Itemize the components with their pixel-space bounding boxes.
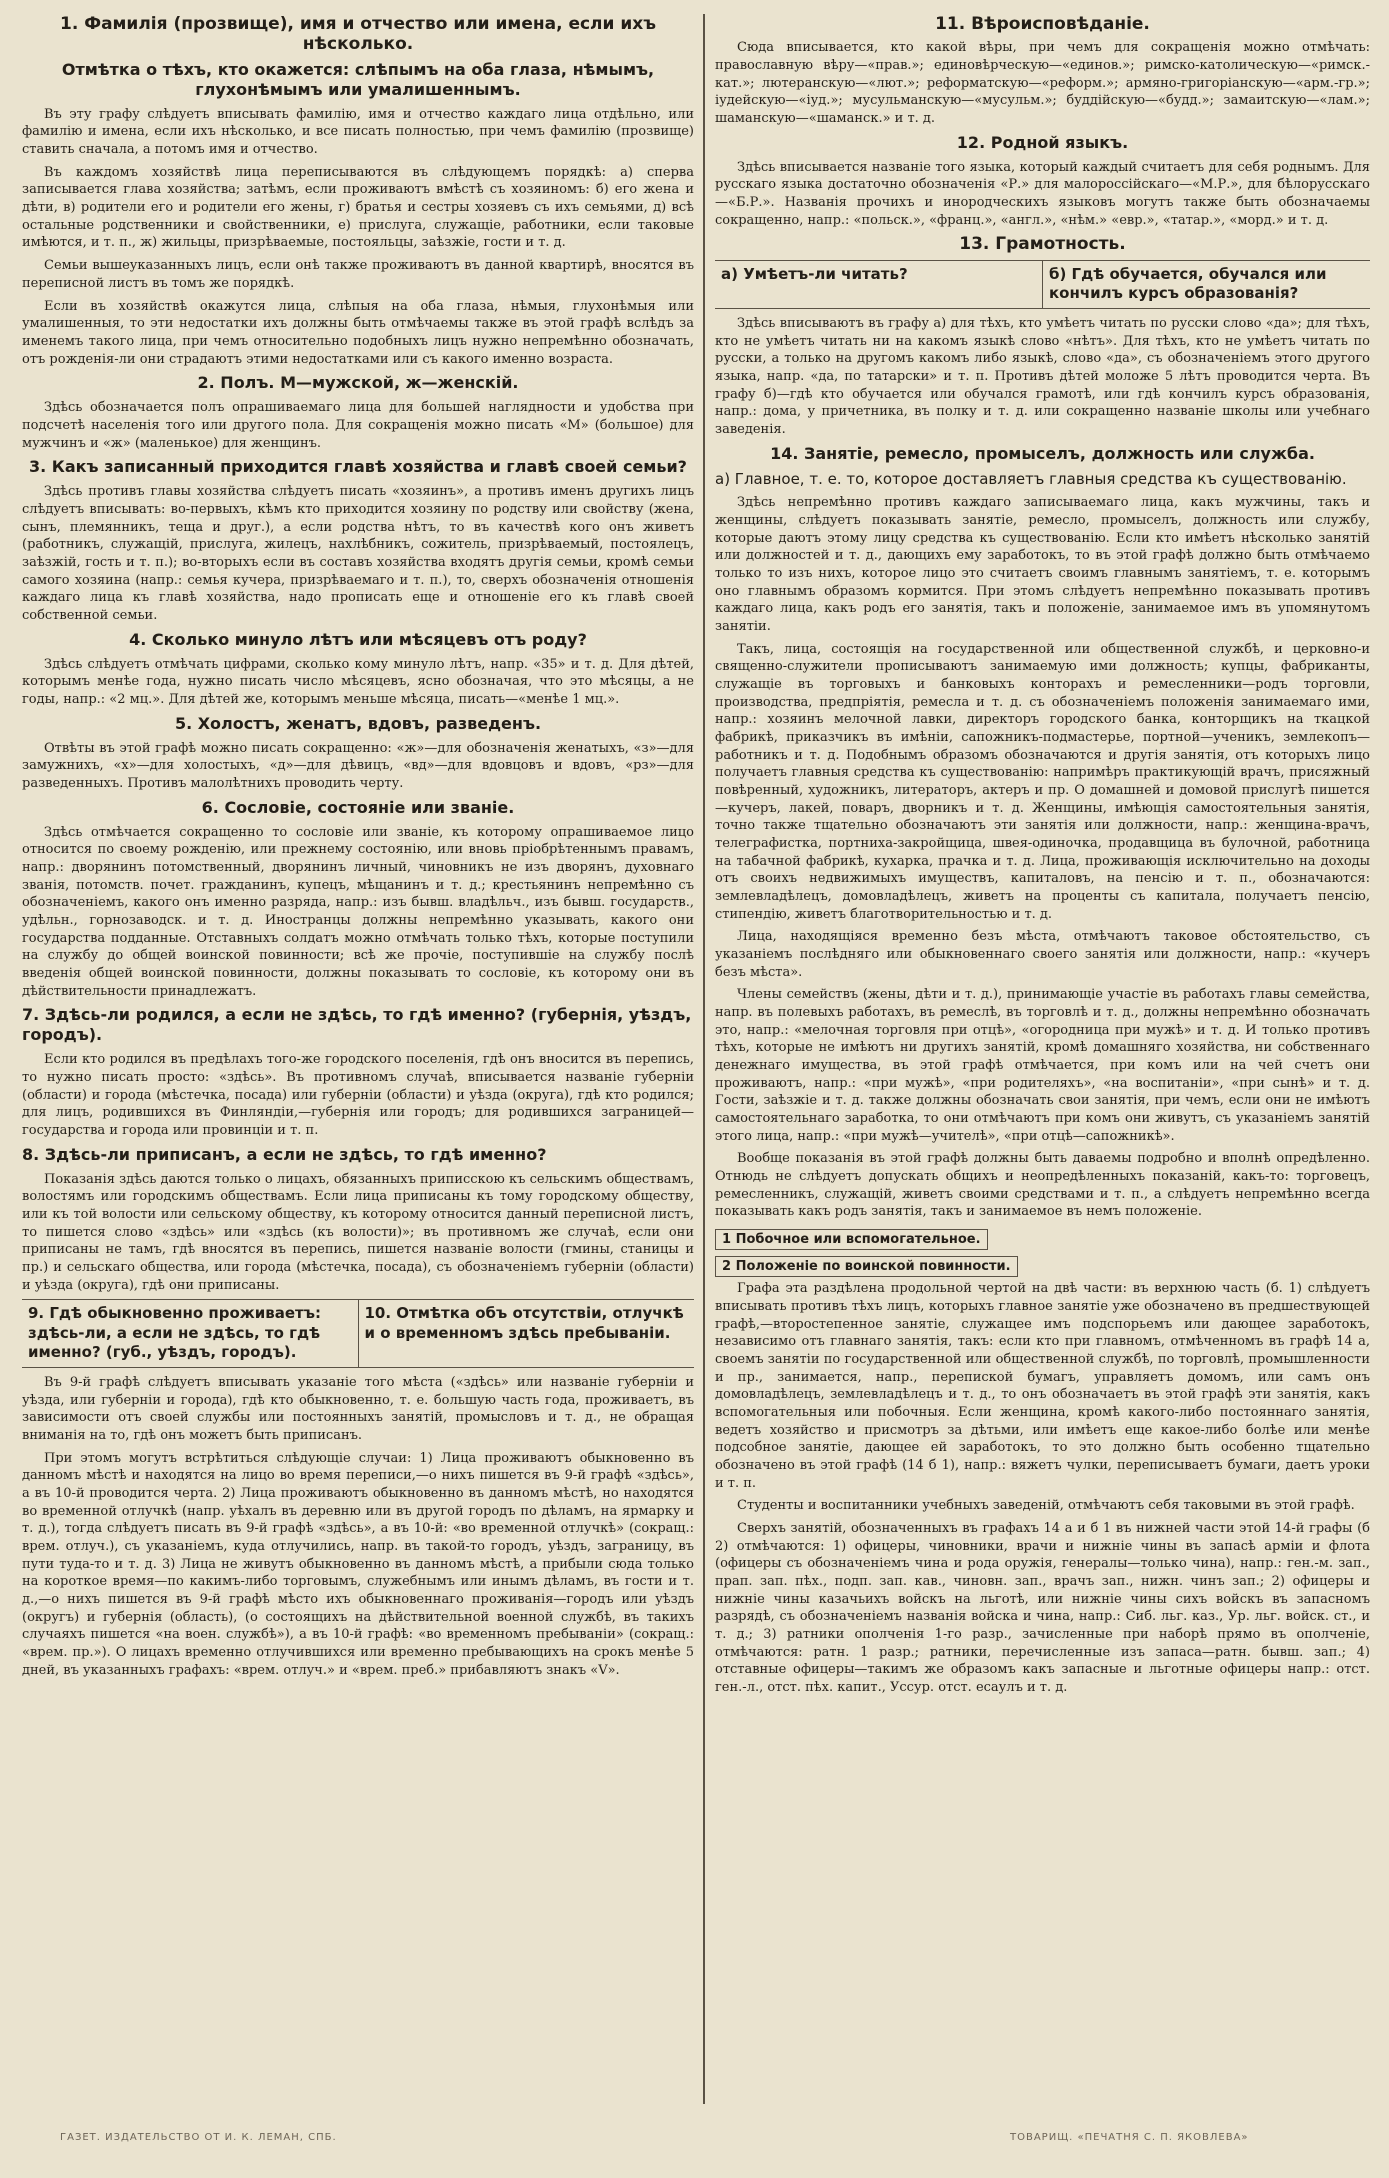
section-9-paragraph: При этомъ могутъ встрѣтиться слѣдующіе случаи: 1) Лица проживаютъ обыкновенно въ данномъ мѣстѣ и находятся на лицо во время переписи,—о нихъ пишется въ 9-й графѣ «здѣсь», а въ 10-й проводится черта. 2) Лица проживаютъ обыкновенно въ данномъ мѣстѣ, но находятся во временной отлучкѣ (напр. уѣхалъ въ деревню или въ другой городъ по дѣламъ, на ярмарку и т. д.), тогда слѣдуетъ писать въ 9-й графѣ «здѣсь», а въ 10-й: «во временной отлучкѣ» (сокращ.: врем. отлуч.), съ указаніемъ, куда отлучились, напр. въ такой-то городъ, уѣздъ, заграницу, въ пути туда-то и т. д. 3) Лица не живутъ обыкновенно въ данномъ мѣстѣ, а прибыли сюда только на короткое время—по какимъ-либо торговымъ, служебнымъ или инымъ дѣламъ, въ гости и т. д.,—о нихъ пишется въ 9-й графѣ мѣсто ихъ обыкновеннаго проживанія—городъ или уѣздъ (округъ) и губернія (область), (о состоящихъ на дѣйствительной военной службѣ, въ такихъ случаяхъ пишется «на воен. службѣ»), а въ 10-й графѣ: «во временномъ пребываніи» (сокращ.: «врем. пр.»). О лицахъ временно отлучившихся или временно пребывающихъ на срокъ менѣе 5 дней, въ указанныхъ графахъ: «врем. отлуч.» и «врем. преб.» прибавляютъ знакъ «V». <box>22 1450 694 1678</box>
section-14b-paragraph: Графа эта раздѣлена продольной чертой на двѣ части: въ верхнюю часть (б. 1) слѣдуетъ вписывать противъ тѣхъ лицъ, которыхъ главное занятіе уже обозначено въ предшествующей графѣ,—второстепенное занятіе, служащее имъ подспорьемъ или дающее заработокъ, независимо отъ главнаго занятія, такъ: если кто при главномъ, отмѣченномъ въ графѣ 14 а, своемъ занятіи по государственной или общественной службѣ, по торговлѣ, промышленности и пр., занимается, напр., перепиской бумагъ, управляетъ домомъ, или самъ онъ домовладѣлецъ, землевладѣлецъ и т. д., то онъ обозначаетъ въ этой графѣ эти занятія, какъ вспомогательныя или побочныя. Если женщина, кромѣ какого-либо постояннаго занятія, ведетъ хозяйство и присмотръ за дѣтьми, или имѣетъ еще какое-либо болѣе или менѣе подсобное занятіе, дающее ей заработокъ, то это должно быть особенно тщательно обозначено въ этой графѣ (14 б 1), напр.: вяжетъ чулки, переписываетъ бумаги, даетъ уроки и т. п. <box>715 1281 1370 1491</box>
section-13a-title: а) Умѣетъ-ли читать? <box>721 264 908 283</box>
section-12-paragraph: Здѣсь вписывается названіе того языка, который каждый считаетъ для себя роднымъ. Для русскаго языка достаточно обозначенія «Р.» для малороссійскаго—«М.Р.», для бѣлорусскаго—«Б.Р.». Названія прочихъ и инородческихъ языковъ могутъ также быть обозначаемы сокращенно, напр.: «польск.», «франц.», «англ.», «нѣм.» «евр.», «татар.», «морд.» и т. д. <box>715 159 1370 228</box>
section-11-paragraph: Сюда вписывается, кто какой вѣры, при чемъ для сокращенія можно отмѣчать: православную вѣру—«прав.»; единовѣрческую—«единов.»; римско-католическую—«римск.-кат.»; лютеранскую—«лют.»; реформатскую—«реформ.»; армяно-григорiанскую—«арм.-гр.»; іудейскую—«іуд.»; мусульманскую—«мусульм.»; буддійскую—«будд.»; замаитскую—«лам.»; шаманскую—«шаманск.» и т. д. <box>715 40 1370 127</box>
section-1-subtitle: Отмѣтка о тѣхъ, кто окажется: слѣпымъ на оба глаза, нѣмымъ, глухонѣмымъ или умалишеннымъ. <box>61 59 655 99</box>
section-7-paragraph: Если кто родился въ предѣлахъ того-же городского поселенія, гдѣ онъ вносится въ перепись, то нужно писать просто: «здѣсь». Въ противномъ случаѣ, вписывается названіе губерніи (области) и города (мѣстечка, посада) или губерніи (области) и уѣзда (округа), гдѣ кто родился; для лицъ, родившихся въ Финляндіи,—губернія или городъ; для родившихся заграницей—государства и города или провинціи и т. п. <box>22 1052 694 1139</box>
section-13-header <box>715 260 1370 309</box>
left-column <box>22 10 694 1684</box>
section-6-paragraph: Здѣсь отмѣчается сокращенно то сословіе или званіе, къ которому опрашиваемое лицо относится по своему рожденію, или прежнему состоянію, или вновь пріобрѣтеннымъ правамъ, напр.: дворянинъ потомственный, дворянинъ личный, чиновникъ не изъ дворянъ, духовнаго званія, потомств. почет. гражданинъ, купецъ, мѣщанинъ и т. д.; крестьянинъ непремѣнно съ обозначеніемъ, какого онъ именно разряда, напр.: изъ бывш. владѣльч., изъ бывш. государств., удѣльн., горнозаводск. и т. д. Иностранцы должны непремѣнно указывать, какого они государства подданные. Отставныхъ солдатъ можно отмѣчать только тѣхъ, которые поступили на службу до общей воинской повинности; всѣ же прочіе, поступившіе на службу послѣ введенія общей воинской повинности, должны показывать то сословіе, къ которому они въ дѣйствительности принадлежатъ. <box>22 824 694 999</box>
right-column <box>715 10 1370 1702</box>
section-5-title: 5. Холостъ, женатъ, вдовъ, разведенъ. <box>174 713 542 733</box>
section-7-title: 7. Здѣсь-ли родился, а если не здѣсь, то гдѣ именно? (губернія, уѣздъ, городъ). <box>22 1005 692 1045</box>
section-1-paragraph: Въ эту графу слѣдуетъ вписывать фамилію, имя и отчество каждаго лица отдѣльно, или фамилію и имена, если ихъ нѣсколько, и все писать полностью, при чемъ фамилію (прозвище) ставить сначала, а потомъ имя и отчество. <box>22 106 694 158</box>
section-14b2-label: 2 Положеніе по воинской повинности. <box>715 1256 1018 1277</box>
printer-imprint-right: ТОВАРИЩ. «ПЕЧАТНЯ С. П. ЯКОВЛЕВА» <box>1010 2132 1249 2143</box>
section-14b1-label: 1 Побочное или вспомогательное. <box>715 1229 988 1250</box>
column-divider <box>703 14 705 2104</box>
section-14-paragraph: Вообще показанія въ этой графѣ должны быть даваемы подробно и вполнѣ опредѣленно. Отнюдь не слѣдуетъ допускать общихъ и неопредѣленныхъ показаній, какъ-то: торговецъ, ремесленникъ, служащій, живетъ своими средствами и т. п., а слѣдуетъ непремѣнно всегда показывать какъ родъ занятія, такъ и занимаемое въ немъ положеніе. <box>715 1151 1370 1220</box>
section-1-title: 1. Фамилія (прозвище), имя и отчество или имена, если ихъ нѣсколько. <box>60 14 656 55</box>
section-6-title: 6. Сословіе, состояніе или званіе. <box>201 797 515 817</box>
section-9-title: 9. Гдѣ обыкновенно проживаетъ: здѣсь-ли, а если не здѣсь, то гдѣ именно? (губ., уѣздъ, городъ). <box>28 1304 321 1362</box>
section-9-paragraph: Въ 9-й графѣ слѣдуетъ вписывать указаніе того мѣста («здѣсь» или названіе губерніи и уѣзда, или губерніи и города), гдѣ кто обыкновенно, т. е. большую часть года, проживаетъ, въ зависимости отъ своей службы или постоянныхъ занятій, промысловъ и т. д., не обращая вниманія на то, гдѣ онъ можетъ быть приписанъ. <box>22 1374 694 1443</box>
section-8-paragraph: Показанія здѣсь даются только о лицахъ, обязанныхъ приписскою къ сельскимъ обществамъ, волостямъ или городскимъ обществамъ. Если лица приписаны къ тому городскому обществу, или къ той волости или сельскому обществу, къ которому относится данный переписной листъ, то пишется слово «здѣсь» или «здѣсь (къ волости)»; въ противномъ же случаѣ, если они приписаны не тамъ, гдѣ вносятся въ перепись, пишется названіе волости (гмины, станицы и пр.) и сельскаго общества, или города (мѣстечка, посада), съ обозначеніемъ губерніи (области) и уѣзда (округа), гдѣ они приписаны. <box>22 1171 694 1293</box>
section-5-paragraph: Отвѣты въ этой графѣ можно писать сокращенно: «ж»—для обозначенія женатыхъ, «з»—для замужнихъ, «х»—для холостыхъ, «д»—для дѣвицъ, «вд»—для вдовцовъ и вдовъ, «рз»—для разведенныхъ. Противъ малолѣтнихъ проводить черту. <box>22 740 694 791</box>
section-8-title: 8. Здѣсь-ли приписанъ, а если не здѣсь, то гдѣ именно? <box>22 1144 547 1164</box>
section-14a-subtitle: а) Главное, т. е. то, которое доставляетъ главныя средства къ существованію. <box>715 469 1347 488</box>
section-9-10-header <box>22 1299 694 1368</box>
section-14-paragraph: Такъ, лица, состоящія на государственной или общественной службѣ, и церковно-и священно-служители прописываютъ занимаемую ими должность; купцы, фабриканты, служащіе въ торговыхъ и банковыхъ конторахъ и ремесленники—родъ торговли, производства, предпріятія, ремесла и т. д. съ обозначеніемъ положенія занимаемаго ими, напр.: хозяинъ мелочной лавки, директоръ городского банка, конторщикъ на ткацкой фабрикѣ, приказчикъ въ имѣніи, сапожникъ-подмастерье, портной—ученикъ, землекопъ—работникъ и т. д. Подобнымъ образомъ обозначаются и другія занятія, отъ которыхъ лицо получаетъ главныя средства къ существованію: напримѣръ практикующій врачъ, присяжный повѣренный, художникъ, литераторъ, актеръ и пр. О домашней и домовой прислугѣ пишется—кучеръ, лакей, поваръ, дворникъ и т. д. Женщины, имѣющія самостоятельныя занятія, точно также тщательно обозначаютъ эти занятія или должности, напр.: женщина-врачъ, телеграфистка, портниха-закройщица, швея-одиночка, продавщица въ булочной, работница на табачной фабрикѣ, кухарка, прачка и т. д. Лица, проживающія исключительно на доходы отъ своихъ недвижимыхъ имуществъ, капиталовъ, на пенсію и т. п., обозначаются: землевладѣлецъ, домовладѣлецъ, живетъ на проценты съ капитала, получаетъ пенсію, стипендію, живетъ благотворительностью и т. д. <box>715 641 1370 922</box>
section-13-title: 13. Грамотность. <box>959 234 1126 255</box>
section-14-paragraph: Лица, находящіяся временно безъ мѣста, отмѣчаютъ таковое обстоятельство, съ указаніемъ послѣдняго или обыкновеннаго своего занятія или должности, напр.: «кучеръ безъ мѣста». <box>715 929 1370 980</box>
section-10-title: 10. Отмѣтка объ отсутствіи, отлучкѣ и о временномъ здѣсь пребываніи. <box>358 1300 695 1367</box>
section-3-paragraph: Здѣсь противъ главы хозяйства слѣдуетъ писать «хозяинъ», а противъ именъ другихъ лицъ слѣдуетъ вписывать: во-первыхъ, кѣмъ кто приходится хозяину по родству или свойству (жена, сынъ, племянникъ, теща и друг.), а если родства нѣтъ, то въ качествѣ кого онъ живетъ (работникъ, служащій, прислуга, жилецъ, нахлѣбникъ, сожитель, призрѣваемый, постоялецъ, заѣзжій, гость и т. п.); во-вторыхъ если въ составъ хозяйства входятъ другія семьи, кромѣ семьи самого хозяина (напр.: семья кучера, призрѣваемаго и т. п.), то, сверхъ обозначенія отношенія каждаго лица къ главѣ хозяйства, надо прописать еще и отношеніе его къ главѣ своей собственной семьи. <box>22 484 694 623</box>
section-1-paragraph: Въ каждомъ хозяйствѣ лица переписываются въ слѣдующемъ порядкѣ: а) сперва записывается глава хозяйства; затѣмъ, если проживаютъ вмѣстѣ съ хозяиномъ: б) его жена и дѣти, в) родители его и родители его жены, г) братья и сестры хозяевъ съ ихъ семьями, д) всѣ остальные родственники и свойственники, е) прислуга, служащіе, работники, если таковые имѣются, и т. п., ж) жильцы, призрѣваемые, постояльцы, заѣзжіе, гости и т. д. <box>22 164 694 251</box>
section-14-paragraph: Здѣсь непремѣнно противъ каждаго записываемаго лица, какъ мужчины, такъ и женщины, слѣдуетъ показывать занятіе, ремесло, промыселъ, должность или службу, которые даютъ этому лицу средства къ существованію. Если кто имѣетъ нѣсколько занятій или должностей и т. д., дающихъ ему заработокъ, то въ этой графѣ должно быть отмѣчаемо только то изъ нихъ, которое лицо это считаетъ своимъ главнымъ занятіемъ, т. е. которымъ оно главнымъ образомъ кормится. При этомъ слѣдуетъ непремѣнно показывать противъ каждаго лица, какъ родъ его занятія, такъ и положеніе, занимаемое имъ въ упомянутомъ занятіи. <box>715 495 1370 634</box>
section-4-title: 4. Сколько минуло лѣтъ или мѣсяцевъ отъ роду? <box>129 629 587 649</box>
section-12-title: 12. Родной языкъ. <box>956 132 1129 152</box>
section-13-paragraph: Здѣсь вписываютъ въ графу а) для тѣхъ, кто умѣетъ читать по русски слово «да»; для тѣхъ, кто не умѣетъ читать ни на какомъ языкѣ слово «нѣтъ». Для тѣхъ, кто не умѣетъ читать по русски, а только на другомъ какомъ либо языкѣ, слово «да», съ обозначеніемъ этого другого языка, напр. «да, по татарски» и т. п. Противъ дѣтей моложе 5 лѣтъ проводится черта. Въ графу б)—гдѣ кто обучается или обучался грамотѣ, или гдѣ кончилъ курсъ образованія, напр.: дома, у причетника, въ полку и т. д. или сокращенно названіе школы или учебнаго заведенія. <box>715 315 1370 437</box>
section-14b-paragraph: Студенты и воспитанники учебныхъ заведеній, отмѣчаютъ себя таковыми въ этой графѣ. <box>737 1498 1355 1514</box>
section-13b-title: б) Гдѣ обучается, обучался или кончилъ курсъ образованія? <box>1042 261 1370 308</box>
section-2-title: 2. Полъ. М—мужской, ж—женскій. <box>197 373 519 393</box>
section-4-paragraph: Здѣсь слѣдуетъ отмѣчать цифрами, сколько кому минуло лѣтъ, напр. «35» и т. д. Для дѣтей, которымъ менѣе года, нужно писать число мѣсяцевъ, ясно обозначая, что это мѣсяцы, а не годы, напр.: «2 мц.». Для дѣтей же, которымъ меньше мѣсяца, писать—«менѣе 1 мц.». <box>22 656 694 707</box>
section-1-paragraph: Если въ хозяйствѣ окажутся лица, слѣпыя на оба глаза, нѣмыя, глухонѣмыя или умалишенныя, то эти недостатки ихъ должны быть отмѣчаемы также въ этой графѣ вслѣдъ за именемъ такого лица, при чемъ относительно подобныхъ лицъ нужно непремѣнно обозначать, отъ рожденія-ли они страдаютъ этими недостатками или съ какого именно возраста. <box>22 298 694 367</box>
section-14-title: 14. Занятіе, ремесло, промыселъ, должность или служба. <box>770 443 1315 463</box>
section-1-paragraph: Семьи вышеуказанныхъ лицъ, если онѣ также проживаютъ въ данной квартирѣ, вносятся въ переписной листъ въ томъ же порядкѣ. <box>22 258 694 291</box>
section-11-title: 11. Вѣроисповѣданіе. <box>935 14 1150 34</box>
section-3-title: 3. Какъ записанный приходится главѣ хозяйства и главѣ своей семьи? <box>29 457 687 477</box>
section-14-paragraph: Члены семействъ (жены, дѣти и т. д.), принимающіе участіе въ работахъ главы семейства, напр. въ полевыхъ работахъ, въ ремеслѣ, въ торговлѣ и т. д., должны непремѣнно обозначать это, напр.: «мелочная торговля при отцѣ», «огородница при мужѣ» и т. д. И только противъ тѣхъ, которые не имѣютъ ни другихъ занятій, кромѣ домашняго хозяйства, ни собственнаго денежнаго имущества, въ этой графѣ отмѣчается, при комъ или на чей счетъ они проживаютъ, напр.: «при мужѣ», «при родителяхъ», «на воспитаніи», «при сынѣ» и т. д. Гости, заѣзжіе и т. д. также должны обозначать свои занятія, при чемъ, если они не имѣютъ самостоятельнаго заработка, то они отмѣчаютъ при комъ они живутъ, съ указаніемъ занятій этого лица, напр.: «при мужѣ—учителѣ», «при отцѣ—сапожникѣ». <box>715 987 1370 1144</box>
section-2-paragraph: Здѣсь обозначается полъ опрашиваемаго лица для большей наглядности и удобства при подсчетѣ населенія того или другого пола. Для сокращенія можно писать «М» (большое) для мужчинъ и «ж» (маленькое) для женщинъ. <box>22 400 694 451</box>
section-14b-paragraph: Сверхъ занятій, обозначенныхъ въ графахъ 14 а и б 1 въ нижней части этой 14-й графы (б 2) отмѣчаются: 1) офицеры, чиновники, врачи и нижніе чины въ запасѣ арміи и флота (офицеры съ обозначеніемъ чина и рода оружія, генералы—только чина), напр.: ген.-м. зап., прап. зап. пѣх., подп. зап. кав., чиновн. зап., врачъ зап., нижн. чинъ зап.; 2) офицеры и нижніе чины казачьихъ войскъ на льготѣ, или нижніе чины сихъ войскъ въ запасномъ разрядѣ, съ обозначеніемъ названія войска и чина, напр.: Сиб. льг. каз., Ур. льг. войск. ст., и т. д.; 3) ратники ополченія 1-го разр., зачисленные при наборѣ прямо въ ополченіе, отмѣчаются: ратн. 1 разр.; ратники, перечисленные изъ запаса—ратн. бывш. зап.; 4) отставные офицеры—такимъ же образомъ какъ запасные и льготные офицеры напр.: отст. ген.-л., отст. пѣх. капит., Уссур. отст. есаулъ и т. д. <box>715 1520 1370 1695</box>
printer-imprint-left: ГАЗЕТ. ИЗДАТЕЛЬСТВО ОТ И. К. ЛЕМАН, СПБ. <box>60 2132 337 2143</box>
